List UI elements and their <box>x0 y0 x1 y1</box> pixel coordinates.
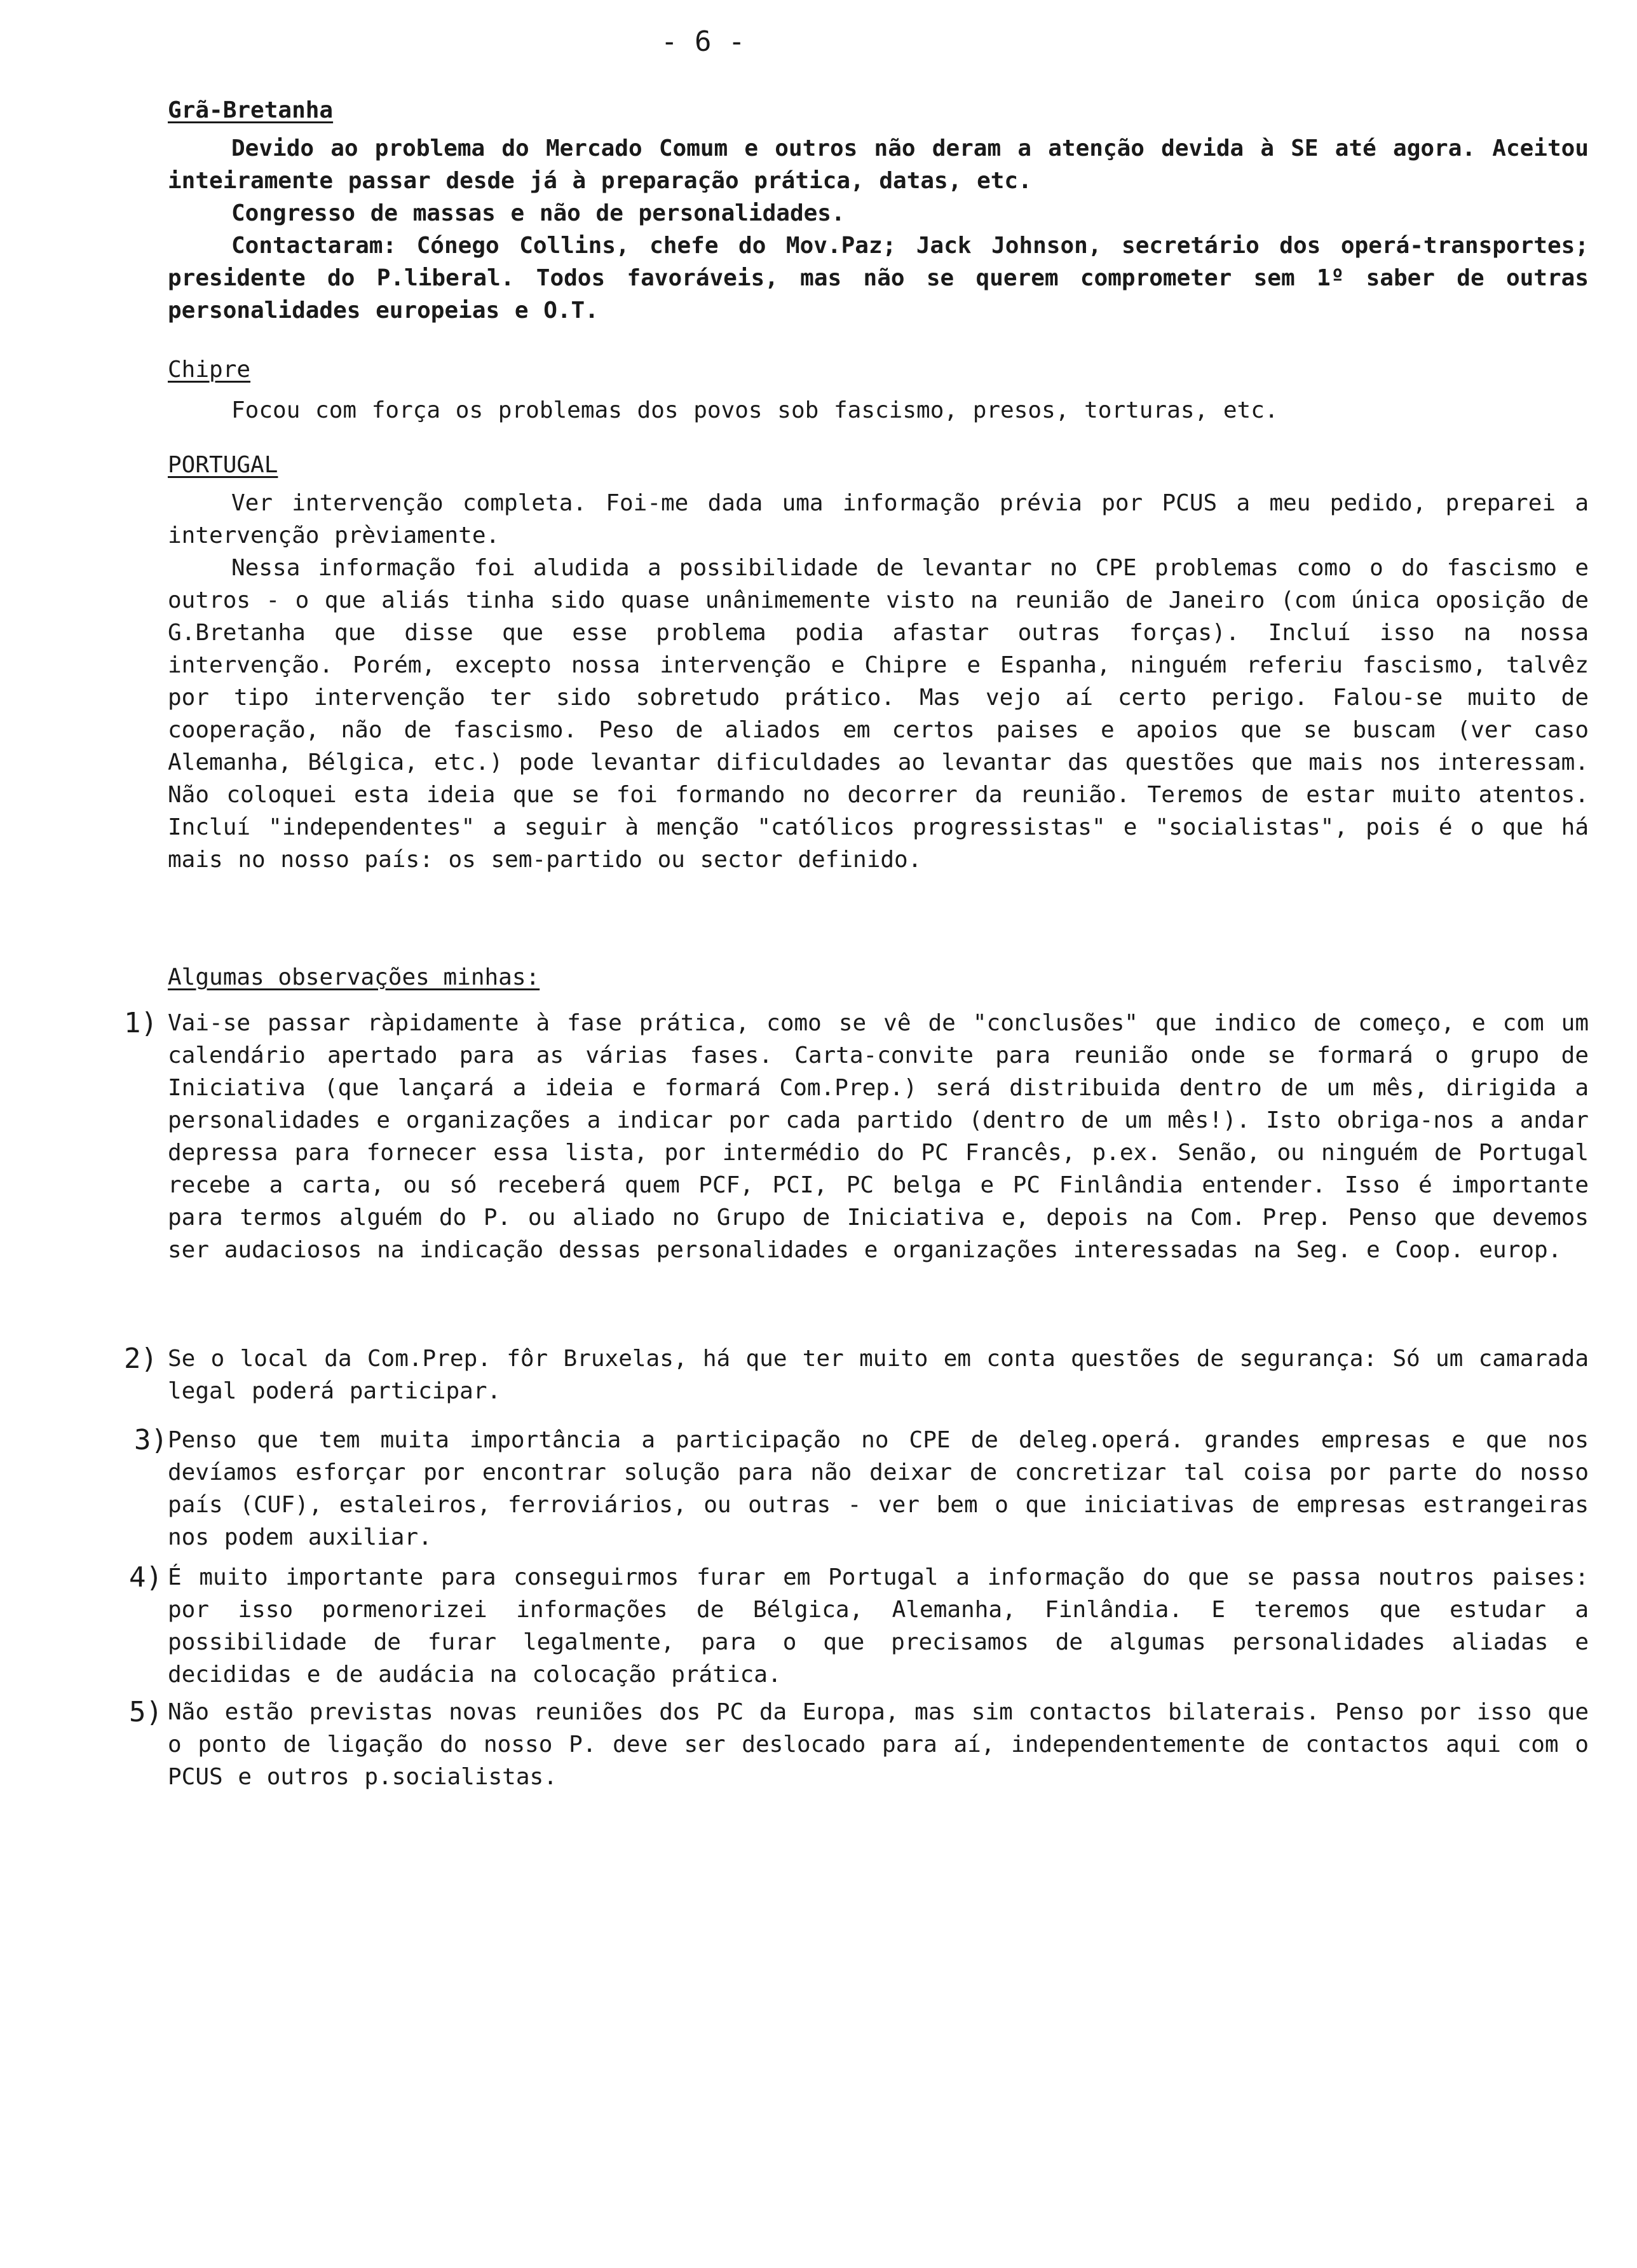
list-item-text: Não estão previstas novas reuniões dos PC da Europa, mas sim contactos bilaterais. Penso por isso que o ponto de ligação do nosso P. deve ser deslocado para aí, independentemente de contactos aqui com o PCUS e outros p.socialistas. <box>168 1699 1589 1790</box>
list-item-number: 3) <box>134 1424 168 1456</box>
paragraph-chipre-1: Focou com força os problemas dos povos sob fascismo, presos, torturas, etc. <box>231 397 1279 423</box>
paragraph-gra-bretanha-3: Contactaram: Cónego Collins, chefe do Mov.Paz; Jack Johnson, secretário dos operá-transportes; presidente do P.liberal. Todos favoráveis, mas não se querem comprometer sem 1º saber de outras personalidades europeias e O.T. <box>168 233 1589 324</box>
paragraph-portugal-1: Ver intervenção completa. Foi-me dada uma informação prévia por PCUS a meu pedido, preparei a intervenção prèviamente. <box>168 490 1589 549</box>
paragraph-gra-bretanha-2: Congresso de massas e não de personalidades. <box>231 200 845 226</box>
heading-chipre: Chipre <box>168 357 251 383</box>
paragraph-portugal-2: Nessa informação foi aludida a possibilidade de levantar no CPE problemas como o do fascismo e outros - o que aliás tinha sido quase unânimemente visto na reunião de Janeiro (com única oposição de G.Bretanha que disse que esse problema podia afastar outras forças). Incluí isso na nossa intervenção. Porém, excepto nossa intervenção e Chipre e Espanha, ninguém referiu fascismo, talvêz por tipo intervenção ter sido sobretudo prático. Mas vejo aí certo perigo. Falou-se muito de cooperação, não de fascismo. Peso de aliados em certos paises e apoios que se buscam (ver caso Alemanha, Bélgica, etc.) pode levantar dificuldades ao levantar das questões que mais nos interessam. Não coloquei esta ideia que se foi formando no decorrer da reunião. Teremos de estar muito atentos. Incluí "independentes" a seguir à menção "católicos progressistas" e "socialistas", pois é o que há mais no nosso país: os sem-partido ou sector definido. <box>168 555 1589 873</box>
heading-portugal: PORTUGAL <box>168 452 278 478</box>
page-number: - 6 - <box>661 25 745 58</box>
list-item-number: 4) <box>129 1561 163 1594</box>
list-item-text: É muito importante para conseguirmos furar em Portugal a informação do que se passa noutros paises: por isso pormenorizei informações de Bélgica, Alemanha, Finlândia. E teremos que estudar a possibilidade de furar legalmente, para o que precisamos de algumas personalidades aliadas e decididas e de audácia na colocação prática. <box>168 1564 1589 1688</box>
list-item-number: 5) <box>129 1696 163 1728</box>
list-item-number: 2) <box>124 1342 158 1375</box>
heading-gra-bretanha: Grã-Bretanha <box>168 97 334 123</box>
list-item-text: Penso que tem muita importância a participação no CPE de deleg.operá. grandes empresas e que nos devíamos esforçar por encontrar solução para não deixar de concretizar tal coisa por parte do nosso país (CUF), estaleiros, ferroviários, ou outras - ver bem o que iniciativas de empresas estrangeiras nos podem auxiliar. <box>168 1427 1589 1550</box>
list-item-text: Vai-se passar ràpidamente à fase prática, como se vê de "conclusões" que indico de começo, e com um calendário apertado para as várias fases. Carta-convite para reunião onde se formará o grupo de Iniciativa (que lançará a ideia e formará Com.Prep.) será distribuida dentro de um mês, dirigida a personalidades e organizações a indicar por cada partido (dentro de um mês!). Isto obriga-nos a andar depressa para fornecer essa lista, por intermédio do PC Francês, p.ex. Senão, ou ninguém de Portugal recebe a carta, ou só receberá quem PCF, PCI, PC belga e PC Finlândia entender. Isso é importante para termos alguém do P. ou aliado no Grupo de Iniciativa e, depois na Com. Prep. Penso que devemos ser audaciosos na indicação dessas personalidades e organizações interessadas na Seg. e Coop. europ. <box>168 1010 1589 1263</box>
list-item-text: Se o local da Com.Prep. fôr Bruxelas, há que ter muito em conta questões de segurança: Só um camarada legal poderá participar. <box>168 1346 1589 1404</box>
list-item-number: 1) <box>124 1007 158 1039</box>
paragraph-gra-bretanha-1: Devido ao problema do Mercado Comum e outros não deram a atenção devida à SE até agora. Aceitou inteiramente passar desde já à preparação prática, datas, etc. <box>168 135 1589 194</box>
heading-observacoes: Algumas observações minhas: <box>168 964 540 990</box>
